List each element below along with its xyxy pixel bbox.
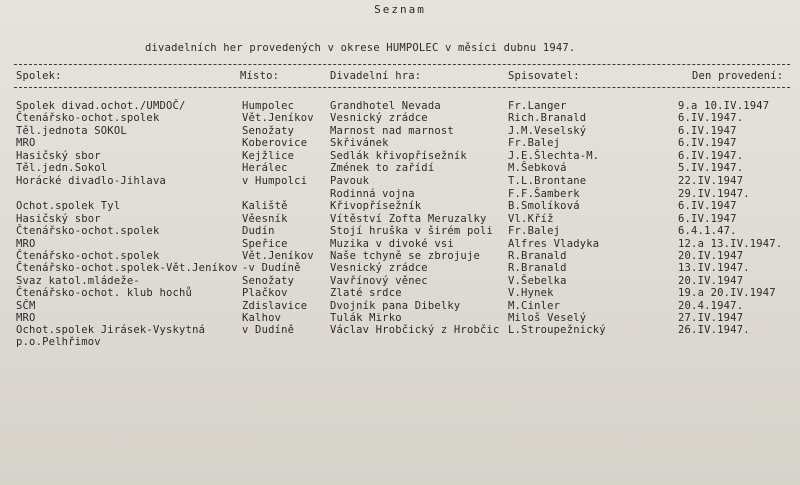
cell-den: 19.a 20.IV.1947: [678, 287, 776, 299]
cell-hra: Václav Hrobčický z Hrobčic: [330, 324, 500, 336]
header-spolek: Spolek:: [16, 70, 62, 82]
cell-spolek: Těl.jedn.Sokol: [16, 162, 108, 174]
table-row: [0, 175, 800, 187]
cell-spolek: MRO: [16, 238, 36, 250]
cell-spisovatel: R.Branald: [508, 250, 567, 262]
table-row: [0, 336, 800, 348]
cell-spolek: p.o.Pelhřimov: [16, 336, 101, 348]
table-row: [0, 188, 800, 200]
table-row: [0, 312, 800, 324]
cell-den: 6.IV.1947: [678, 200, 737, 212]
table-row: [0, 213, 800, 225]
cell-den: 29.IV.1947.: [678, 188, 750, 200]
table-row: [0, 162, 800, 174]
cell-hra: Vesnický zrádce: [330, 112, 428, 124]
cell-hra: Křivopřísežník: [330, 200, 422, 212]
cell-hra: Rodinná vojna: [330, 188, 415, 200]
cell-den: 5.IV.1947.: [678, 162, 744, 174]
cell-misto: Kaliště: [242, 200, 288, 212]
cell-spisovatel: Fr.Balej: [508, 137, 561, 149]
cell-spisovatel: L.Stroupežnický: [508, 324, 606, 336]
table-row: [0, 275, 800, 287]
table-row: [0, 262, 800, 274]
cell-misto: v Dudíně: [242, 324, 295, 336]
table-row: [0, 100, 800, 112]
cell-misto: Speřice: [242, 238, 288, 250]
cell-den: 20.IV.1947: [678, 250, 744, 262]
cell-misto: Zdislavice: [242, 300, 308, 312]
cell-spolek: MRO: [16, 312, 36, 324]
cell-hra: Vavřínový věnec: [330, 275, 428, 287]
table-row: [0, 324, 800, 336]
cell-hra: Vesnický zrádce: [330, 262, 428, 274]
cell-spisovatel: T.L.Brontane: [508, 175, 587, 187]
cell-misto: Věesník: [242, 213, 288, 225]
cell-hra: Marnost nad marnost: [330, 125, 454, 137]
cell-misto: Herálec: [242, 162, 288, 174]
cell-hra: Skřivánek: [330, 137, 389, 149]
cell-spisovatel: V.Hynek: [508, 287, 554, 299]
cell-spolek: Svaz katol.mládeže-: [16, 275, 140, 287]
cell-spolek: Čtenářsko-ochot.spolek: [16, 250, 160, 262]
cell-hra: Zmének to zařídí: [330, 162, 435, 174]
cell-misto: Dudín: [242, 225, 275, 237]
header-bottom-rule: [14, 87, 790, 88]
cell-spolek: Ochot.spolek Jirásek-Vyskytná: [16, 324, 206, 336]
cell-den: 6.IV.1947: [678, 137, 737, 149]
table-row: [0, 125, 800, 137]
cell-spolek: Čtenářsko-ochot. klub hochů: [16, 287, 193, 299]
header-misto: Místo:: [240, 70, 280, 82]
cell-spisovatel: Miloš Veselý: [508, 312, 587, 324]
cell-den: 13.IV.1947.: [678, 262, 750, 274]
table-row: [0, 150, 800, 162]
cell-spisovatel: M.Cinler: [508, 300, 561, 312]
cell-spisovatel: Alfres Vladyka: [508, 238, 600, 250]
cell-spolek: Čtenářsko-ochot.spolek: [16, 225, 160, 237]
cell-spisovatel: J.M.Veselský: [508, 125, 587, 137]
cell-spisovatel: Fr.Langer: [508, 100, 567, 112]
table-row: [0, 137, 800, 149]
cell-spisovatel: B.Smolíková: [508, 200, 580, 212]
cell-spisovatel: R.Branald: [508, 262, 567, 274]
table-row: [0, 238, 800, 250]
cell-den: 6.IV.1947: [678, 213, 737, 225]
header-den: Den provedení:: [692, 70, 784, 82]
table-row: [0, 112, 800, 124]
cell-den: 6.IV.1947.: [678, 112, 744, 124]
cell-hra: Tulák Mirko: [330, 312, 402, 324]
cell-den: 20.4.1947.: [678, 300, 744, 312]
cell-misto: Vět.Jeníkov: [242, 112, 314, 124]
cell-spolek: Čtenářsko-ochot.spolek: [16, 112, 160, 124]
table-row: [0, 200, 800, 212]
cell-den: 27.IV.1947: [678, 312, 744, 324]
cell-spolek: Těl.jednota SOKOL: [16, 125, 127, 137]
cell-spolek: Hasičský sbor: [16, 150, 101, 162]
header-hra: Divadelní hra:: [330, 70, 422, 82]
cell-misto: v Humpolci: [242, 175, 308, 187]
cell-spisovatel: Vl.Kříž: [508, 213, 554, 225]
cell-den: 9.a 10.IV.1947: [678, 100, 770, 112]
cell-spisovatel: V.Šebelka: [508, 275, 567, 287]
document-title: Seznam: [374, 3, 426, 16]
cell-misto: Kejžlice: [242, 150, 295, 162]
cell-den: 20.IV.1947: [678, 275, 744, 287]
cell-spolek: Hasičský sbor: [16, 213, 101, 225]
document-subtitle: divadelních her provedených v okrese HUMPOLEC v měsíci dubnu 1947.: [145, 42, 576, 54]
cell-spisovatel: F.F.Šamberk: [508, 188, 580, 200]
cell-hra: Naše tchyně se zbrojuje: [330, 250, 480, 262]
cell-misto: Senožaty: [242, 125, 295, 137]
cell-hra: Muzika v divoké vsi: [330, 238, 454, 250]
cell-den: 12.a 13.IV.1947.: [678, 238, 783, 250]
cell-den: 6.IV.1947: [678, 125, 737, 137]
cell-misto: Vět.Jeníkov: [242, 250, 314, 262]
cell-misto: -v Dudíně: [242, 262, 301, 274]
cell-spolek: SČM: [16, 300, 36, 312]
cell-spolek: Čtenářsko-ochot.spolek-Vět.Jeníkov: [16, 262, 238, 274]
cell-den: 6.4.1.47.: [678, 225, 737, 237]
table-row: [0, 300, 800, 312]
cell-hra: Dvojník pana Dibelky: [330, 300, 461, 312]
cell-spisovatel: Fr.Balej: [508, 225, 561, 237]
cell-spolek: MRO: [16, 137, 36, 149]
table-row: [0, 287, 800, 299]
cell-misto: Kalhov: [242, 312, 282, 324]
cell-spisovatel: M.Šebková: [508, 162, 567, 174]
cell-spisovatel: Rich.Branald: [508, 112, 587, 124]
cell-hra: Pavouk: [330, 175, 370, 187]
cell-misto: Koberovice: [242, 137, 308, 149]
table-row: [0, 250, 800, 262]
cell-hra: Sedlák křivopřísežník: [330, 150, 467, 162]
cell-hra: Grandhotel Nevada: [330, 100, 441, 112]
cell-spolek: Horácké divadlo-Jihlava: [16, 175, 166, 187]
cell-den: 22.IV.1947: [678, 175, 744, 187]
header-spisovatel: Spisovatel:: [508, 70, 580, 82]
cell-spisovatel: J.E.Šlechta-M.: [508, 150, 600, 162]
table-row: [0, 225, 800, 237]
cell-misto: Senožaty: [242, 275, 295, 287]
cell-spolek: Spolek divad.ochot./UMDOČ/: [16, 100, 186, 112]
cell-hra: Stojí hruška v širém poli: [330, 225, 494, 237]
cell-misto: Humpolec: [242, 100, 295, 112]
cell-den: 6.IV.1947.: [678, 150, 744, 162]
header-top-rule: [14, 64, 790, 65]
cell-hra: Vítěství Zofta Meruzalky: [330, 213, 487, 225]
cell-den: 26.IV.1947.: [678, 324, 750, 336]
cell-misto: Plačkov: [242, 287, 288, 299]
cell-spolek: Ochot.spolek Tyl: [16, 200, 121, 212]
cell-hra: Zlaté srdce: [330, 287, 402, 299]
